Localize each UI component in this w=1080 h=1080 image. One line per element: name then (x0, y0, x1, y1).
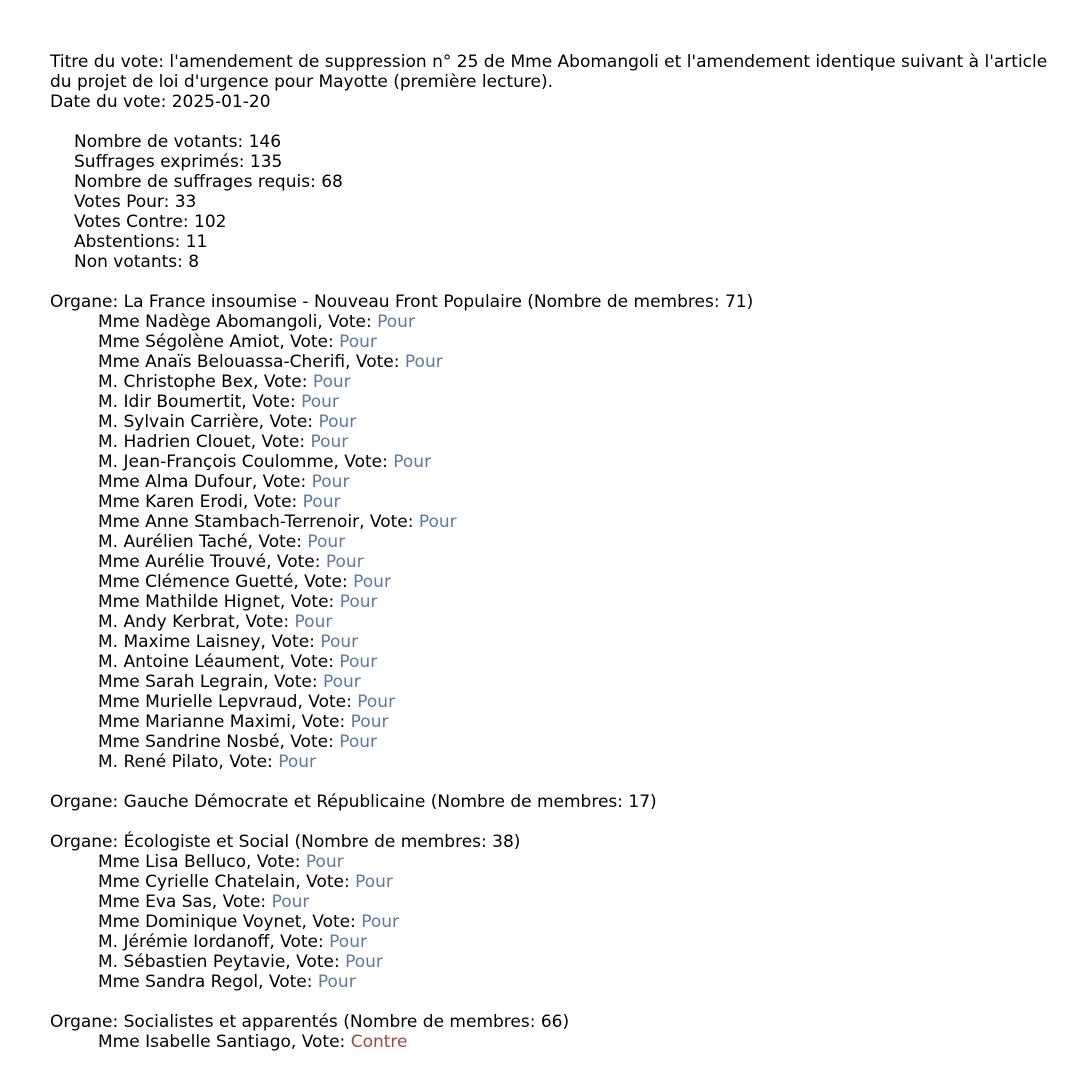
vote-value: Pour (307, 532, 346, 552)
member-vote-row (50, 572, 1080, 592)
spacer (50, 812, 1080, 832)
member-name: M. René Pilato, Vote: (98, 752, 279, 772)
member-name: Mme Anaïs Belouassa-Cherifi, Vote: (98, 352, 405, 372)
member-vote-row (50, 852, 1080, 872)
vote-value: Pour (301, 392, 339, 412)
vote-value: Pour (339, 652, 378, 672)
member-name: Mme Sandrine Nosbé, Vote: (98, 732, 340, 752)
vote-value: Pour (393, 452, 432, 472)
member-name: Mme Isabelle Santiago, Vote: (98, 1032, 351, 1052)
vote-value: Pour (311, 472, 350, 492)
vote-value: Pour (271, 892, 310, 912)
member-vote-row (50, 712, 1080, 732)
member-name: Mme Sandra Regol, Vote: (98, 972, 318, 992)
member-name: Mme Mathilde Hignet, Vote: (98, 592, 340, 612)
member-vote-row (50, 352, 1080, 372)
vote-date: Date du vote: 2025-01-20 (50, 92, 271, 112)
vote-value: Pour (353, 572, 391, 592)
member-name: Mme Aurélie Trouvé, Vote: (98, 552, 326, 572)
spacer (50, 112, 1080, 132)
vote-document (50, 52, 1080, 1052)
vote-value: Pour (318, 412, 357, 432)
member-name: M. Hadrien Clouet, Vote: (98, 432, 311, 452)
member-name: Mme Murielle Lepvraud, Vote: (98, 692, 358, 712)
member-name: Mme Nadège Abomangoli, Vote: (98, 312, 378, 332)
vote-value: Pour (350, 712, 389, 732)
member-name: Mme Clémence Guetté, Vote: (98, 572, 354, 592)
organe-header: Organe: La France insoumise - Nouveau Front Populaire (Nombre de membres: 71) (50, 292, 754, 312)
vote-value: Pour (278, 752, 317, 772)
member-name: Mme Eva Sas, Vote: (98, 892, 272, 912)
member-vote-row (50, 912, 1080, 932)
member-vote-row (50, 432, 1080, 452)
organe-header: Organe: Écologiste et Social (Nombre de membres: 38) (50, 832, 521, 852)
member-vote-row (50, 972, 1080, 992)
member-vote-row (50, 752, 1080, 772)
member-vote-row (50, 1032, 1080, 1052)
member-name: M. Andy Kerbrat, Vote: (98, 612, 295, 632)
member-vote-row (50, 612, 1080, 632)
vote-value: Pour (320, 632, 359, 652)
vote-value: Pour (361, 912, 400, 932)
vote-value: Pour (339, 332, 377, 352)
member-name: Mme Cyrielle Chatelain, Vote: (98, 872, 356, 892)
spacer (50, 272, 1080, 292)
member-name: Mme Dominique Voynet, Vote: (98, 912, 362, 932)
stat-line: Suffrages exprimés: 135 (74, 152, 283, 172)
member-name: Mme Karen Erodi, Vote: (98, 492, 303, 512)
member-vote-row (50, 492, 1080, 512)
vote-value: Pour (322, 672, 361, 692)
member-vote-row (50, 632, 1080, 652)
member-name: Mme Alma Dufour, Vote: (98, 472, 312, 492)
vote-value: Pour (329, 932, 367, 952)
vote-value: Contre (350, 1032, 408, 1052)
vote-stats (50, 132, 1080, 272)
member-vote-row (50, 332, 1080, 352)
member-vote-row (50, 512, 1080, 532)
member-vote-row (50, 392, 1080, 412)
member-vote-row (50, 892, 1080, 912)
organes-list (50, 272, 1080, 1052)
member-name: M. Jean-François Coulomme, Vote: (98, 452, 394, 472)
vote-value: Pour (294, 612, 333, 632)
vote-value: Pour (302, 492, 341, 512)
vote-value: Pour (317, 972, 356, 992)
spacer (50, 772, 1080, 792)
member-vote-row (50, 532, 1080, 552)
vote-value: Pour (357, 692, 396, 712)
member-name: M. Maxime Laisney, Vote: (98, 632, 321, 652)
member-name: Mme Lisa Belluco, Vote: (98, 852, 306, 872)
member-vote-row (50, 872, 1080, 892)
stat-line: Votes Pour: 33 (74, 192, 197, 212)
member-vote-row (50, 552, 1080, 572)
member-vote-row (50, 932, 1080, 952)
member-name: Mme Ségolène Amiot, Vote: (98, 332, 340, 352)
stat-line: Nombre de suffrages requis: 68 (74, 172, 343, 192)
organe-header: Organe: Gauche Démocrate et Républicaine (Nombre de membres: 17) (50, 792, 657, 812)
member-vote-row (50, 672, 1080, 692)
vote-value: Pour (305, 852, 344, 872)
stat-line: Non votants: 8 (74, 252, 200, 272)
member-name: M. Aurélien Taché, Vote: (98, 532, 308, 552)
member-name: M. Sylvain Carrière, Vote: (98, 412, 319, 432)
member-name: M. Jérémie Iordanoff, Vote: (98, 932, 330, 952)
spacer (50, 992, 1080, 1012)
member-name: M. Idir Boumertit, Vote: (98, 392, 302, 412)
vote-value: Pour (325, 552, 364, 572)
member-name: M. Christophe Bex, Vote: (98, 372, 313, 392)
member-name: Mme Sarah Legrain, Vote: (98, 672, 323, 692)
vote-value: Pour (345, 952, 383, 972)
member-name: Mme Marianne Maximi, Vote: (98, 712, 351, 732)
member-vote-row (50, 412, 1080, 432)
vote-value: Pour (404, 352, 443, 372)
vote-value: Pour (355, 872, 393, 892)
vote-value: Pour (339, 592, 378, 612)
member-name: Mme Anne Stambach-Terrenoir, Vote: (98, 512, 419, 532)
member-vote-row (50, 732, 1080, 752)
member-vote-row (50, 452, 1080, 472)
vote-value: Pour (377, 312, 415, 332)
member-vote-row (50, 652, 1080, 672)
member-name: M. Antoine Léaument, Vote: (98, 652, 340, 672)
member-name: M. Sébastien Peytavie, Vote: (98, 952, 346, 972)
member-vote-row (50, 592, 1080, 612)
member-vote-row (50, 692, 1080, 712)
vote-value: Pour (312, 372, 351, 392)
vote-value: Pour (339, 732, 378, 752)
vote-title-line-2: du projet de loi d'urgence pour Mayotte (première lecture). (50, 72, 553, 92)
vote-value: Pour (418, 512, 457, 532)
stat-line: Nombre de votants: 146 (74, 132, 282, 152)
member-vote-row (50, 472, 1080, 492)
member-vote-row (50, 952, 1080, 972)
member-vote-row (50, 372, 1080, 392)
organe-header: Organe: Socialistes et apparentés (Nombre de membres: 66) (50, 1012, 570, 1032)
member-vote-row (50, 312, 1080, 332)
stat-line: Abstentions: 11 (74, 232, 208, 252)
vote-value: Pour (310, 432, 349, 452)
stat-line: Votes Contre: 102 (74, 212, 227, 232)
vote-title-line-1: Titre du vote: l'amendement de suppression n° 25 de Mme Abomangoli et l'amendement identique suivant à l'article (50, 52, 1048, 72)
